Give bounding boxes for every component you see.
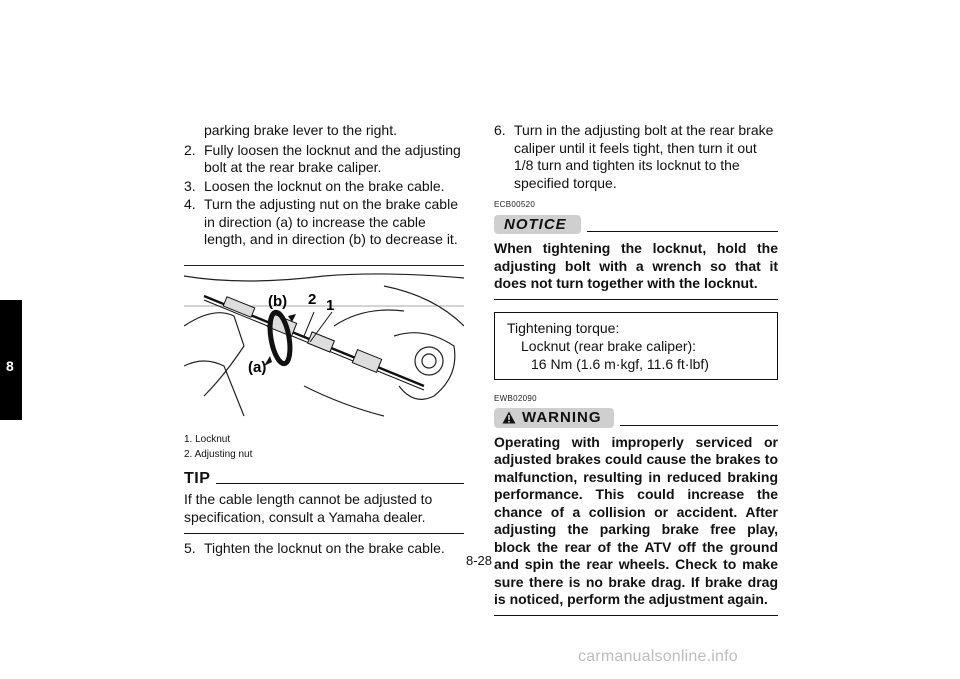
warning-body: Operating with improperly serviced or adjusted brakes could cause the brakes to malfunction, resulting in reduced braking performance. This could increase the chance of a collision or accident. After adjusting the parking brake free play, block the rear of the ATV off the ground and spin the rear wheels. Check to make sure there is no brake drag. If brake drag is noticed, perform the adjustment again. xyxy=(494,428,778,616)
callout-list xyxy=(184,432,464,462)
tip-label: TIP xyxy=(184,469,211,487)
step-6 xyxy=(494,122,778,192)
callout-locknut: 1. Locknut xyxy=(184,433,231,445)
step-number: 4. xyxy=(184,196,196,212)
tip-rule xyxy=(216,483,464,484)
label-1: 1 xyxy=(326,296,335,314)
callout-adjusting-nut: 2. Adjusting nut xyxy=(184,448,253,460)
step-number: 5. xyxy=(184,540,196,556)
step-text: Turn in the adjusting bolt at the rear brake caliper until it feels tight, then turn it out 1/8 turn and tighten its locknut to the specified torque. xyxy=(514,122,774,191)
step-5 xyxy=(184,540,464,558)
chapter-number: 8 xyxy=(6,358,14,374)
step-number: 2. xyxy=(184,141,196,158)
notice-rule xyxy=(587,231,778,232)
step-text: Turn the adjusting nut on the brake cable in direction (a) to increase the cable length, and in direction (b) to decrease it. xyxy=(204,196,458,247)
chapter-tab xyxy=(0,300,22,420)
step-text: Loosen the locknut on the brake cable. xyxy=(204,177,445,194)
warning-rule xyxy=(620,425,779,426)
tip-header xyxy=(184,470,464,488)
notice-header xyxy=(494,215,778,235)
notice-body: When tightening the locknut, hold the adjusting bolt with a wrench so that it does not turn together with the locknut. xyxy=(494,234,778,300)
label-b: (b) xyxy=(268,292,288,310)
notice-badge: NOTICE xyxy=(494,215,581,235)
torque-title: Tightening torque: xyxy=(507,319,620,336)
left-column xyxy=(184,122,464,559)
brake-cable-drawing xyxy=(184,266,464,424)
page-number: 8-28 xyxy=(466,553,493,568)
warning-triangle-icon xyxy=(502,411,516,424)
torque-item: Locknut (rear brake caliper): xyxy=(521,337,697,354)
warning-code: EWB02090 xyxy=(494,393,537,403)
label-2: 2 xyxy=(308,290,317,308)
step-2 xyxy=(184,142,464,177)
watermark: carmanualsonline.info xyxy=(578,648,738,665)
label-a: (a) xyxy=(248,358,267,376)
warning-label: WARNING xyxy=(522,409,602,426)
step-text: Tighten the locknut on the brake cable. xyxy=(204,540,445,556)
step-number: 6. xyxy=(494,122,506,138)
notice-code: ECB00520 xyxy=(494,200,536,209)
torque-value: 16 Nm (1.6 m·kgf, 11.6 ft·lbf) xyxy=(531,355,709,372)
step-3 xyxy=(184,178,464,196)
warning-header xyxy=(494,408,778,428)
brake-cable-illustration xyxy=(184,265,464,424)
torque-spec-box xyxy=(494,312,778,380)
right-column xyxy=(494,122,778,616)
tip-body: If the cable length cannot be adjusted to specification, consult a Yamaha dealer. xyxy=(184,487,464,534)
step-number: 3. xyxy=(184,177,196,194)
step-continuation: parking brake lever to the right. xyxy=(204,122,397,138)
warning-badge xyxy=(494,408,614,428)
step-text: Fully loosen the locknut and the adjusting bolt at the rear brake caliper. xyxy=(204,141,461,175)
step-4 xyxy=(184,196,464,249)
